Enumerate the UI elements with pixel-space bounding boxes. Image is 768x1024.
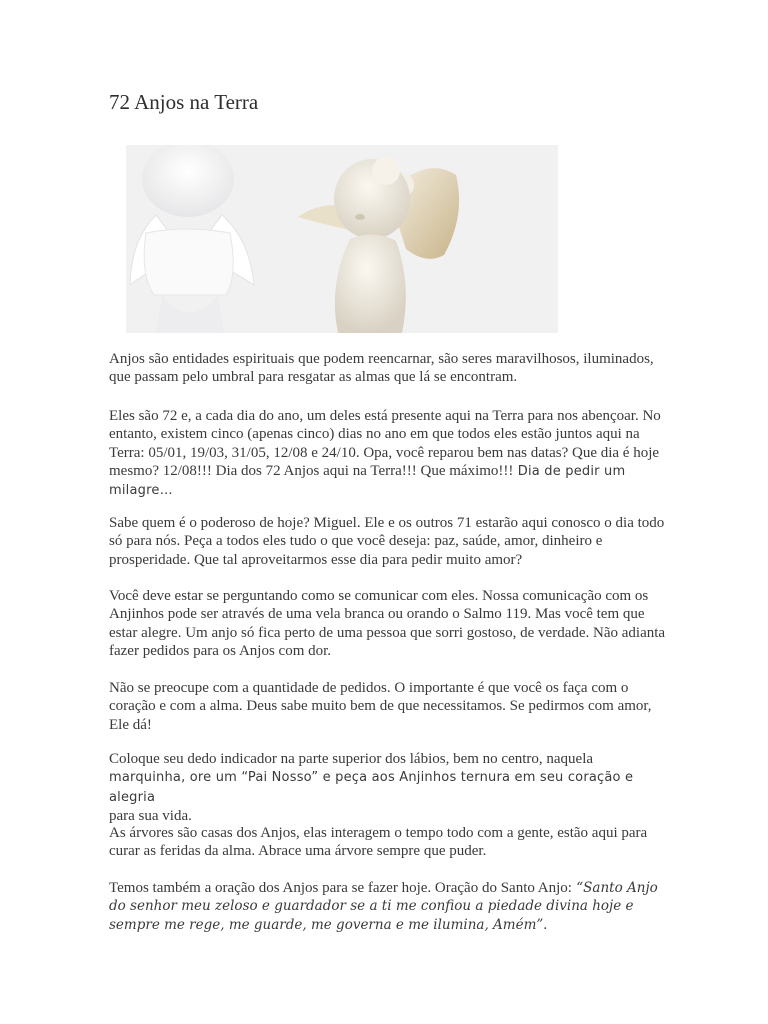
paragraph-1: Anjos são entidades espirituais que podem reencarnar, são seres maravilhosos, iluminados, que passam pelo umbral para resgatar as almas que lá se encontram.	[109, 351, 654, 386]
page-title: 72 Anjos na Terra	[109, 90, 259, 114]
paragraph-6: Coloque seu dedo indicador na parte superior dos lábios, bem no centro, naquela marquinha, ore um “Pai Nosso” e peça aos Anjinhos ternura em seu coração e alegria para sua vida.	[109, 751, 634, 824]
paragraph-5: Não se preocupe com a quantidade de pedidos. O importante é que você os faça com o coração e com a alma. Deus sabe muito bem de que necessitamos. Se pedirmos com amor, Ele dá!	[109, 680, 652, 733]
paragraph-8: Temos também a oração dos Anjos para se fazer hoje. Oração do Santo Anjo: “Santo Anjo do senhor meu zeloso e guardador se a ti me confiou a piedade divina hoje e sempre me rege, me guarde, me governa e me ilumina, Amém”.	[109, 880, 658, 933]
angel-figurines-photo	[126, 145, 558, 333]
paragraph-7: As árvores são casas dos Anjos, elas interagem o tempo todo com a gente, estão aqui para curar as feridas da alma. Abrace uma árvore sempre que puder.	[109, 825, 648, 860]
paragraph-3: Sabe quem é o poderoso de hoje? Miguel. Ele e os outros 71 estarão aqui conosco o dia todo só para nós. Peça a todos eles tudo o que você deseja: paz, saúde, amor, dinheiro e prosperidade. Que tal aproveitarmos esse dia para pedir muito amor?	[109, 515, 665, 568]
paragraph-2: Eles são 72 e, a cada dia do ano, um deles está presente aqui na Terra para nos abençoar. No entanto, existem cinco (apenas cinco) dias no ano em que todos eles estão juntos aqui na Terra: 05/01, 19/03, 31/05, 12/08 e 24/10. Opa, você reparou bem nas datas? Que dia é hoje mesmo? 12/08!!! Dia dos 72 Anjos aqui na Terra!!! Que máximo!!! Dia de pedir um milagre…	[109, 408, 661, 499]
paragraph-4: Você deve estar se perguntando como se comunicar com eles. Nossa comunicação com os Anjinhos pode ser através de uma vela branca ou orando o Salmo 119. Mas você tem que estar alegre. Um anjo só fica perto de uma pessoa que sorri gostoso, de verdade. Não adianta fazer pedidos para os Anjos com dor.	[109, 588, 666, 659]
